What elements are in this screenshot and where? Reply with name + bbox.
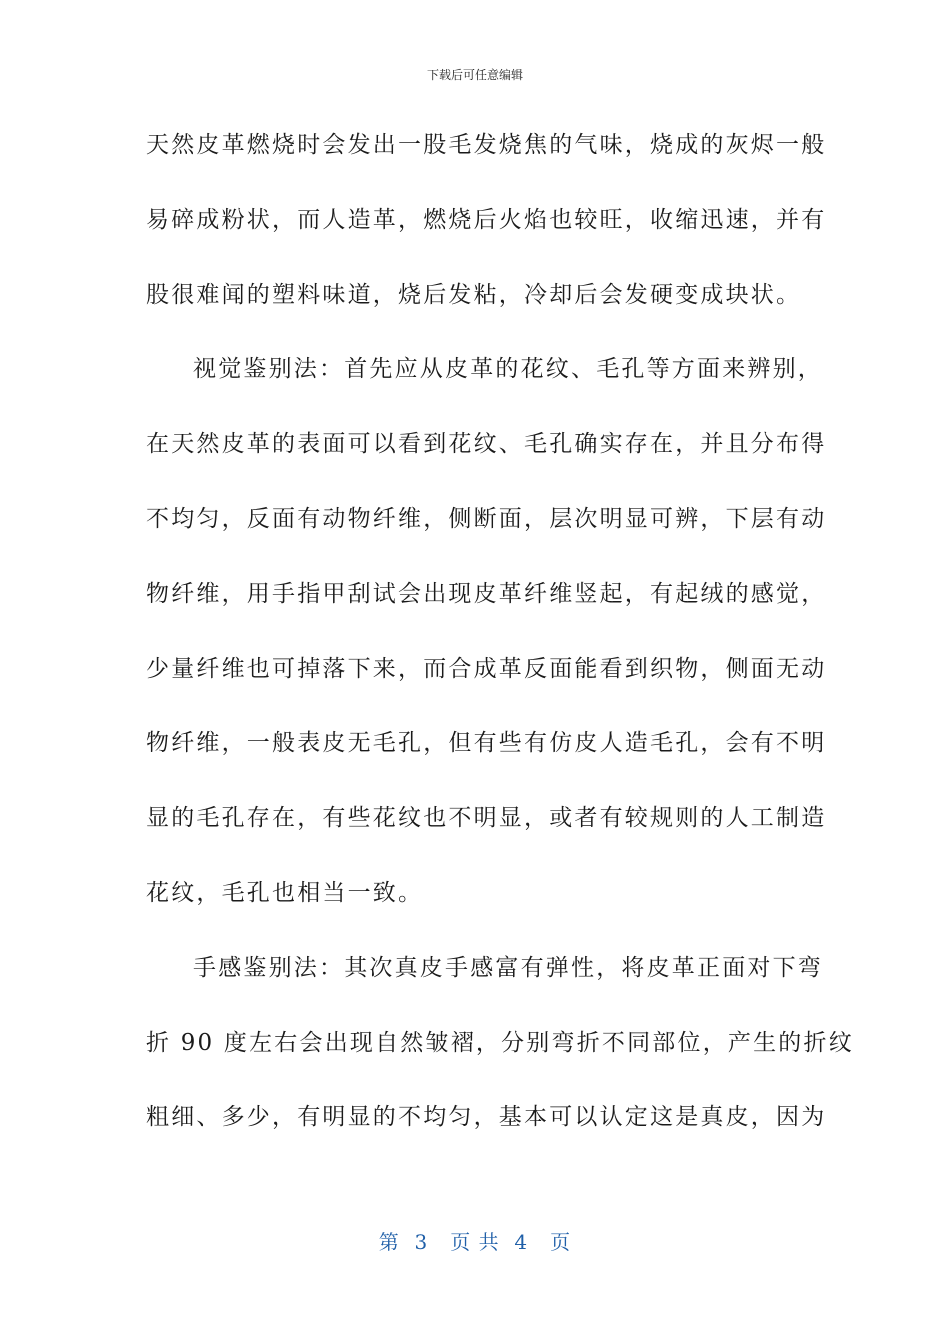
text-line: 在天然皮革的表面可以看到花纹、毛孔确实存在，并且分布得: [146, 431, 827, 458]
text-line: 花纹，毛孔也相当一致。: [146, 879, 424, 906]
text-line: 物纤维，一般表皮无毛孔，但有些有仿皮人造毛孔，会有不明: [146, 730, 827, 757]
text-line: 易碎成粉状，而人造革，燃烧后火焰也较旺，收缩迅速，并有: [146, 206, 827, 233]
text-line: 粗细、多少，有明显的不均匀，基本可以认定这是真皮，因为: [146, 1104, 827, 1131]
page-header: 下载后可任意编辑: [426, 68, 523, 82]
text-line: 少量纤维也可掉落下来，而合成革反面能看到织物，侧面无动: [146, 655, 827, 682]
text-line: 物纤维，用手指甲刮试会出现皮革纤维竖起，有起绒的感觉，: [146, 580, 827, 607]
paragraph-start-line: 视觉鉴别法：首先应从皮革的花纹、毛孔等方面来辨别，: [193, 356, 823, 383]
text-line: 股很难闻的塑料味道，烧后发粘，冷却后会发硬变成块状。: [146, 281, 802, 308]
text-line: 不均匀，反面有动物纤维，侧断面，层次明显可辨，下层有动: [146, 505, 827, 532]
text-line: 显的毛孔存在，有些花纹也不明显，或者有较规则的人工制造: [146, 805, 827, 832]
document-body: [146, 120, 854, 1167]
text-line: 折 90 度左右会出现自然皱褶，分别弯折不同部位，产生的折纹: [146, 1029, 854, 1056]
text-line: 天然皮革燃烧时会发出一股毛发烧焦的气味，烧成的灰烬一般: [146, 132, 827, 158]
paragraph-start-line: 手感鉴别法：其次真皮手感富有弹性，将皮革正面对下弯: [193, 954, 823, 981]
page-footer: 第 3 页 共 4 页: [378, 1230, 572, 1254]
